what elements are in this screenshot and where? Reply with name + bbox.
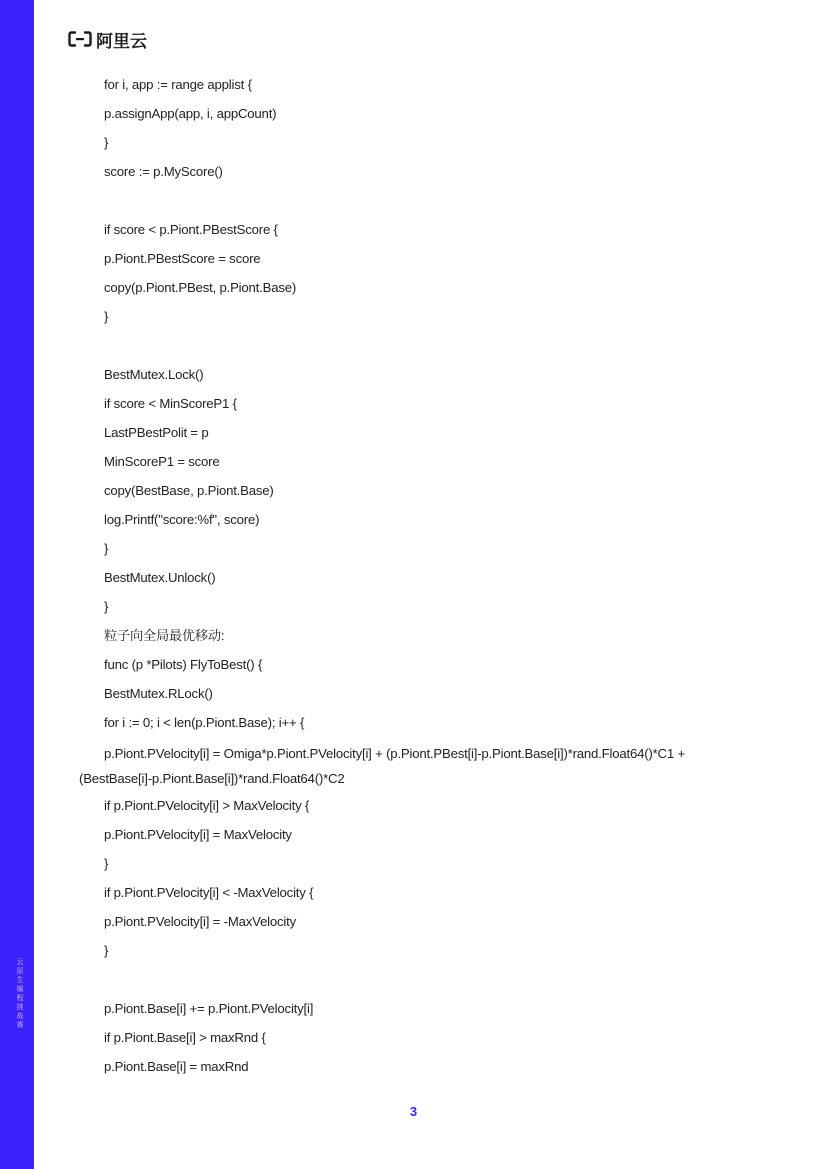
code-line: BestMutex.Lock() bbox=[104, 367, 204, 382]
code-line: p.Piont.Base[i] = maxRnd bbox=[104, 1059, 249, 1074]
code-line: if p.Piont.PVelocity[i] < -MaxVelocity { bbox=[104, 885, 314, 900]
code-listing bbox=[0, 74, 827, 1085]
code-line: if score < p.Piont.PBestScore { bbox=[104, 222, 278, 237]
code-line-wrapped: p.Piont.PVelocity[i] = Omiga*p.Piont.PVelocity[i] + (p.Piont.PBest[i]-p.Piont.Base[i])*rand.Float64()*C1 + (BestBase[i]-p.Piont.Base[i])*rand.Float64()*C2 bbox=[79, 746, 685, 786]
aliyun-logo bbox=[68, 28, 147, 50]
code-line: } bbox=[104, 599, 109, 614]
code-line: p.Piont.PVelocity[i] = -MaxVelocity bbox=[104, 914, 297, 929]
code-line: BestMutex.RLock() bbox=[104, 686, 213, 701]
code-line: copy(BestBase, p.Piont.Base) bbox=[104, 483, 274, 498]
code-line: p.Piont.PBestScore = score bbox=[104, 251, 261, 266]
code-line: log.Printf("score:%f", score) bbox=[104, 512, 260, 527]
code-line: p.Piont.Base[i] += p.Piont.PVelocity[i] bbox=[104, 1001, 314, 1016]
code-line: } bbox=[104, 541, 109, 556]
code-line: func (p *Pilots) FlyToBest() { bbox=[104, 657, 263, 672]
logo-text: 阿里云 bbox=[96, 31, 147, 52]
blank-line bbox=[0, 190, 827, 219]
code-line: LastPBestPolit = p bbox=[104, 425, 209, 440]
code-line: if score < MinScoreP1 { bbox=[104, 396, 237, 411]
section-heading: 粒子向全局最优移动: bbox=[104, 628, 225, 643]
code-line: if p.Piont.PVelocity[i] > MaxVelocity { bbox=[104, 798, 310, 813]
code-line: MinScoreP1 = score bbox=[104, 454, 220, 469]
sidebar-vertical-text: 云原生编程挑战赛 bbox=[16, 958, 24, 1030]
code-line: } bbox=[104, 309, 109, 324]
code-line: score := p.MyScore() bbox=[104, 164, 223, 179]
blank-line bbox=[0, 335, 827, 364]
code-line: p.Piont.PVelocity[i] = MaxVelocity bbox=[104, 827, 292, 842]
code-line: for i := 0; i < len(p.Piont.Base); i++ { bbox=[104, 715, 305, 730]
code-line: copy(p.Piont.PBest, p.Piont.Base) bbox=[104, 280, 297, 295]
code-line: } bbox=[104, 856, 109, 871]
blank-line bbox=[0, 969, 827, 998]
code-line: } bbox=[104, 943, 109, 958]
aliyun-bracket-logo-icon bbox=[68, 31, 92, 47]
page-number: 3 bbox=[409, 1104, 418, 1119]
code-line: if p.Piont.Base[i] > maxRnd { bbox=[104, 1030, 266, 1045]
code-line: p.assignApp(app, i, appCount) bbox=[104, 106, 277, 121]
code-line: for i, app := range applist { bbox=[104, 77, 252, 92]
code-line: BestMutex.Unlock() bbox=[104, 570, 216, 585]
code-line: } bbox=[104, 135, 109, 150]
